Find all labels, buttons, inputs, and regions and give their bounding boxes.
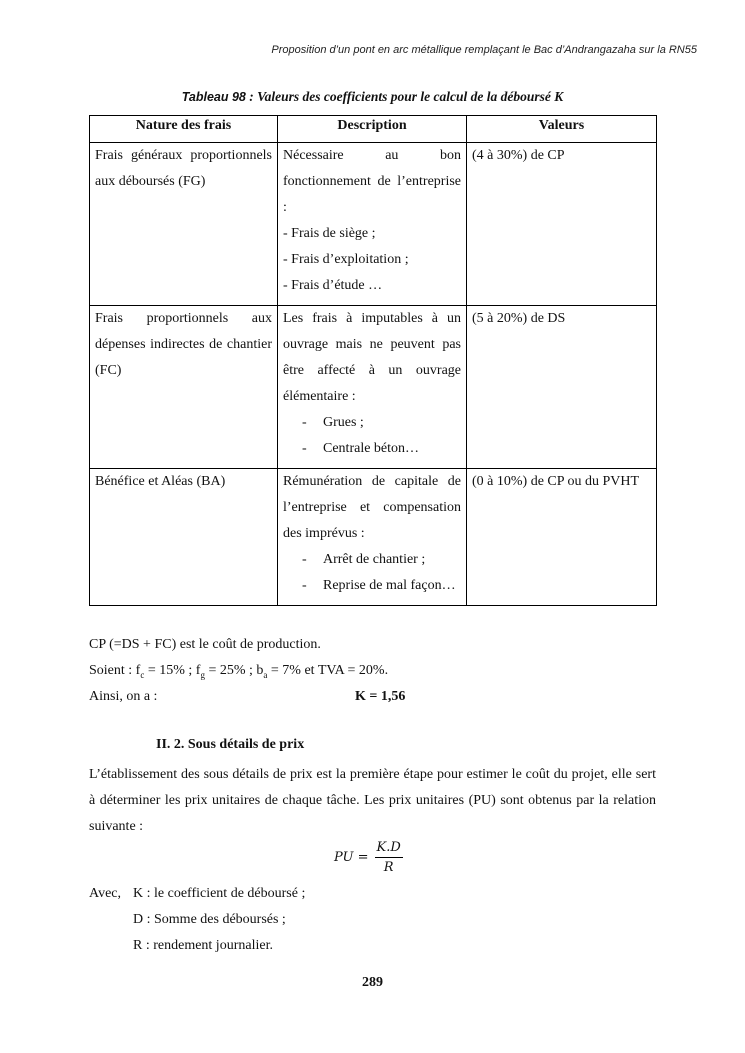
table-row (90, 306, 657, 469)
formula-lhs: PU = (334, 850, 369, 865)
valeur-cell: (4 à 30%) de CP (467, 143, 657, 306)
section-heading: II. 2. Sous détails de prix (156, 737, 305, 752)
nature-cell: Bénéfice et Aléas (BA) (90, 469, 278, 606)
definition-line: K : le coefficient de déboursé ; (133, 886, 306, 901)
formula-numerator: K.D (375, 840, 403, 858)
valeur-cell: (5 à 20%) de DS (467, 306, 657, 469)
formula-fraction (375, 840, 403, 875)
avec-definitions (89, 881, 305, 959)
description-line: - Frais d’exploitation ; (283, 252, 409, 267)
cp-note: CP (=DS + FC) est le coût de production. (89, 637, 321, 652)
pu-formula (334, 840, 403, 875)
header-nature: Nature des frais (90, 116, 278, 143)
table-header-row (90, 116, 657, 143)
definition-line: D : Somme des déboursés ; (133, 912, 286, 927)
description-bullet: - Centrale béton… (302, 441, 420, 456)
description-line: - Frais d’étude … (283, 278, 383, 293)
ainsi-text: Ainsi, on a : (89, 689, 158, 704)
nature-cell: Frais proportionnels aux dépenses indirectes de chantier (FC) (90, 306, 278, 469)
description-text: Les frais à imputables à un ouvrage mais ne peuvent pas être affecté à un ouvrage élémentaire : (283, 311, 461, 404)
soient-line: Soient : $f_c = 15\%$ ; $f_g = 25\%$ ; $b_a = 7\%$ et TVA = 20%. (89, 663, 389, 680)
description-cell (278, 143, 467, 306)
page-number: 289 (362, 975, 383, 990)
header-valeurs: Valeurs (467, 116, 657, 143)
description-cell (278, 469, 467, 606)
description-line: - Frais de siège ; (283, 226, 376, 241)
table-row (90, 143, 657, 306)
header-description: Description (278, 116, 467, 143)
description-bullet: - Arrêt de chantier ; (302, 552, 426, 567)
body-paragraph: L’établissement des sous détails de prix est la première étape pour estimer le coût du projet, elle sert à déterminer les prix unitaires de chaque tâche. Les prix unitaires (PU) sont obtenus par la relation suivante : (89, 767, 656, 834)
description-bullet: - Reprise de mal façon… (302, 578, 456, 593)
definition-line: R : rendement journalier. (133, 938, 273, 953)
valeur-cell: (0 à 10%) de CP ou du PVHT (467, 469, 657, 606)
coefficients-table (89, 115, 657, 606)
description-text: Rémunération de capitale de l’entreprise et compensation des imprévus : (283, 474, 461, 541)
caption-label: Tableau 98 (181, 90, 246, 104)
formula-denominator: R (383, 860, 394, 875)
caption-text: : Valeurs des coefficients pour le calcul de la déboursé K (245, 89, 564, 104)
description-cell (278, 306, 467, 469)
description-bullet: - Grues ; (302, 415, 364, 430)
avec-lead: Avec, (89, 886, 121, 901)
k-result: K = 1,56 (355, 689, 406, 704)
running-header: Proposition d’un pont en arc métallique remplaçant le Bac d’Andrangazaha sur la RN55 (271, 44, 697, 56)
table-caption (0, 89, 745, 105)
description-text: Nécessaire au bon fonctionnement de l’entreprise : (283, 148, 461, 215)
nature-cell: Frais généraux proportionnels aux déboursés (FG) (90, 143, 278, 306)
table-row (90, 469, 657, 606)
